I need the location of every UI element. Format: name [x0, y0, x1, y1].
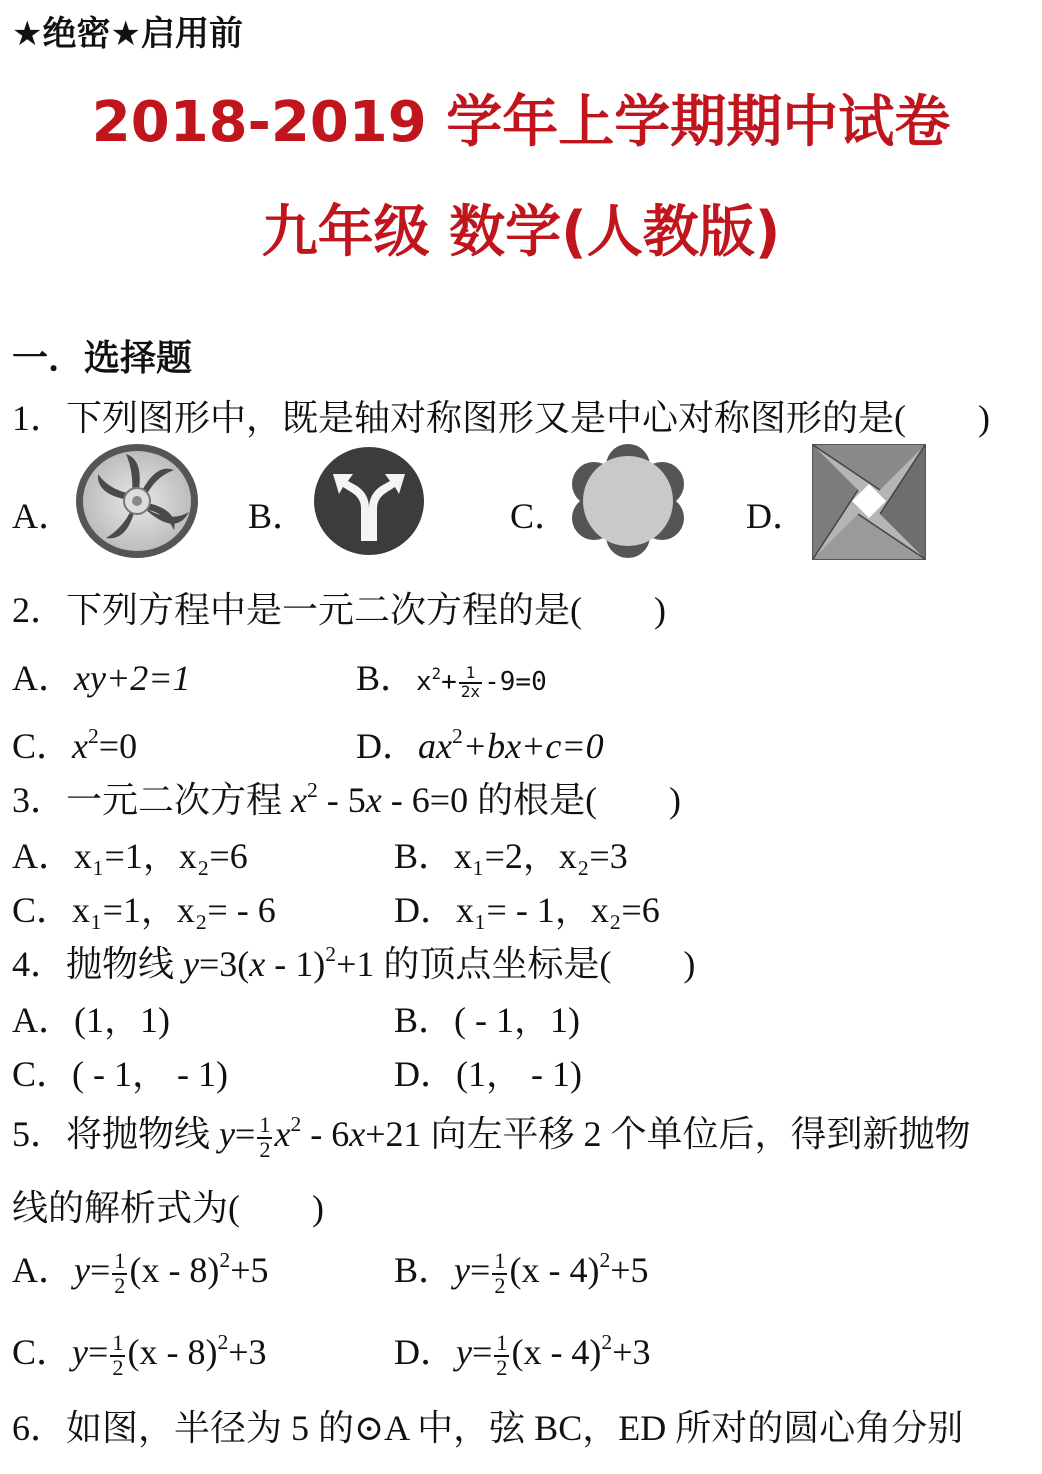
q5-option-d: D．y= $\frac{1}{2}$ (x - 4)$^2$+3	[394, 1329, 651, 1380]
question-3-stem: 3．一元二次方程 $x^2 - 5x - 6=0$ 的根是( )	[12, 777, 682, 820]
q4-option-d: D．(1， - 1)	[394, 1054, 582, 1094]
q4-option-a: A．(1，1)	[12, 1000, 170, 1040]
q3-option-a: A．x₁=1，x₂=6	[12, 836, 248, 876]
confidential-label: ★绝密★启用前	[12, 14, 243, 54]
q2-option-d: D．$ax^2+bx+c=0$	[356, 723, 604, 766]
q1-option-d-label: D．	[746, 496, 808, 536]
q4-option-b: B．( - 1，1)	[394, 1000, 580, 1040]
q5-option-a: A．y= $\frac{1}{2}$ (x - 8)$^2$+5	[12, 1247, 269, 1298]
flower-shape-icon	[572, 444, 684, 558]
q2-option-c: C．$x^2=0$	[12, 723, 138, 766]
question-4-stem: 4．抛物线 y=3(x - 1)$^2$+1 的顶点坐标是( )	[12, 941, 696, 984]
question-5-stem-line2: 线的解析式为( )	[12, 1188, 324, 1228]
exam-subtitle: 九年级 数学(人教版)	[261, 200, 781, 265]
exam-title: 2018-2019 学年上学期期中试卷	[91, 90, 951, 155]
pinwheel-square-icon	[812, 444, 926, 560]
question-5-stem: 5．将抛物线 y= $\frac{1}{2}$ $x^2 - 6x+21$ 向左平移 2 个单位后，得到新抛物	[12, 1111, 971, 1162]
section-title: 一．选择题	[12, 338, 193, 379]
q4-option-c: C．( - 1， - 1)	[12, 1054, 228, 1094]
traffic-sign-arrows-icon	[313, 446, 425, 556]
q3-option-b: B．x₁=2，x₂=3	[394, 836, 628, 876]
q2-option-b: B．$x^2+$ $\frac{1}{2x}$ -9=0	[356, 658, 547, 701]
q3-option-c: C．x₁=1，x₂= - 6	[12, 890, 276, 930]
question-2-stem: 2．下列方程中是一元二次方程的是( )	[12, 590, 666, 630]
question-6-stem: 6．如图，半径为 5 的⊙A 中，弦 BC，ED 所对的圆心角分别	[12, 1408, 964, 1448]
q1-option-a-label: A．	[12, 496, 74, 536]
q3-option-d: D．x₁= - 1，x₂=6	[394, 890, 660, 930]
question-1-stem: 1．下列图形中，既是轴对称图形又是中心对称图形的是( )	[12, 398, 990, 438]
q5-option-c: C．y= $\frac{1}{2}$ (x - 8)$^2$+3	[12, 1329, 267, 1380]
q1-option-b-label: B．	[248, 496, 309, 536]
q2-option-a: A．xy+2=1	[12, 658, 191, 698]
fan-wheel-icon	[74, 442, 200, 560]
q1-option-c-label: C．	[510, 496, 571, 536]
q5-option-b: B．y= $\frac{1}{2}$ (x - 4)$^2$+5	[394, 1247, 649, 1298]
